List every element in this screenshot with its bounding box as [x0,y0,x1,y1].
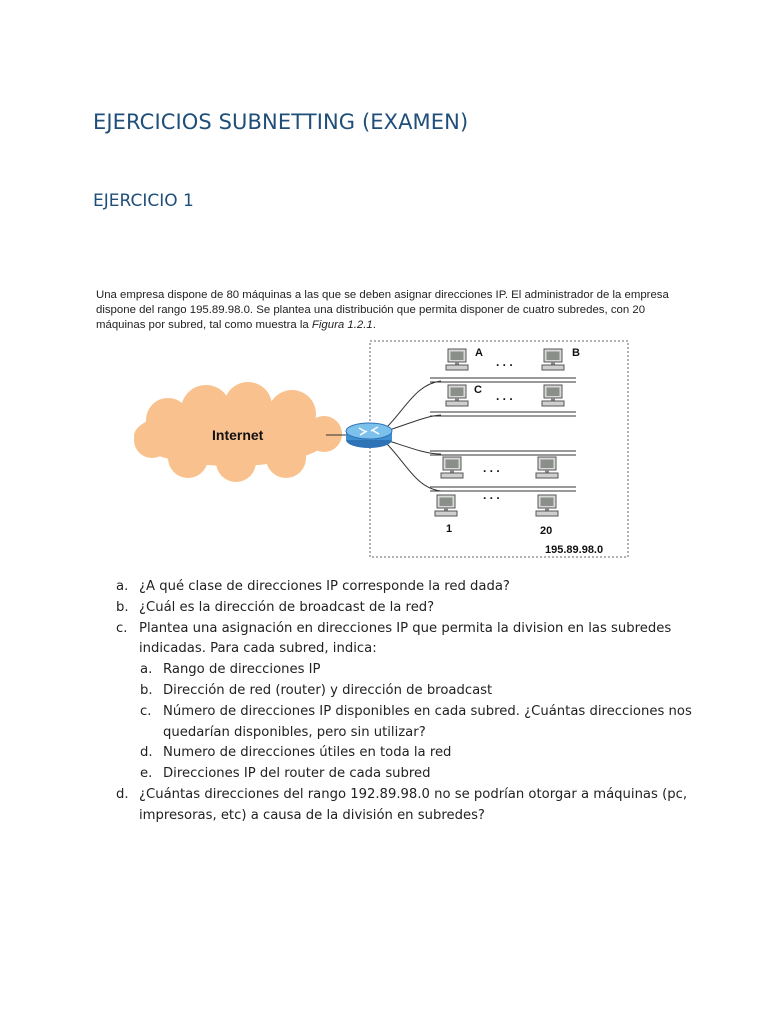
network-address-label: 195.89.98.0 [545,544,604,556]
ellipsis: . . . [496,355,513,369]
router-links [386,381,441,491]
question-marker: b. [116,599,129,615]
question-item [116,577,706,598]
sub-question-marker: c. [140,703,152,719]
ellipsis: . . . [496,389,513,403]
host-label-b: B [572,347,580,359]
sub-question-item [140,702,706,744]
network-boundary [370,341,628,557]
host-label-first: 1 [446,523,453,535]
sub-question-list [140,660,706,785]
host-label-a: A [475,347,483,359]
host-label-c: C [474,384,482,396]
host-label-last: 20 [540,525,553,537]
question-marker: c. [116,620,128,636]
question-item [116,785,706,827]
question-text: ¿A qué clase de direcciones IP corresponde la red dada? [139,579,510,594]
question-marker: d. [116,786,129,802]
question-marker: a. [116,579,129,594]
page-title: EJERCICIOS SUBNETTING (EXAMEN) [93,110,469,134]
sub-question-item [140,764,706,785]
sub-question-item [140,743,706,764]
ellipsis: . . . [483,488,500,502]
question-item [116,598,706,619]
figure-reference: Figura 1.2.1 [311,319,373,331]
network-diagram [96,288,676,560]
sub-question-text: Rango de direcciones IP [163,662,321,678]
statement-end: . [372,319,376,331]
question-text: Plantea una asignación en direcciones IP que permita la division en las subredes indicadas. Para cada subred, indica: [139,620,672,657]
statement-text: Una empresa dispone de 80 máquinas a las que se deben asignar direcciones IP. El administrador de la empresa dispone del rango 195.89.98.0. Se plantea una distribución que permita disponer de cuatro subredes, con 20 máquinas por subred, tal como muestra la [96,289,669,331]
section-title: EJERCICIO 1 [93,191,194,211]
exercise-figure [96,288,676,560]
sub-question-text: Número de direcciones IP disponibles en cada subred. ¿Cuántas direcciones nos quedarían disponibles, pero sin utilizar? [163,703,692,740]
sub-question-marker: d. [140,745,153,761]
internet-label: Internet [212,427,264,443]
ellipsis: . . . [483,461,500,475]
question-list [116,577,706,827]
question-text: ¿Cuál es la dirección de broadcast de la red? [139,599,435,615]
question-item [116,619,706,661]
sub-question-text: Dirección de red (router) y dirección de broadcast [163,682,493,698]
sub-question-marker: e. [140,766,153,782]
router-icon [346,423,392,448]
question-text: ¿Cuántas direcciones del rango 192.89.98.0 no se podrían otorgar a máquinas (pc, impresoras, etc) a causa de la división en subredes? [139,786,688,823]
internet-cloud [134,382,342,482]
sub-question-text: Numero de direcciones útiles en toda la red [163,745,452,761]
sub-question-marker: b. [140,682,153,698]
sub-question-text: Direcciones IP del router de cada subred [163,766,431,782]
sub-question-item [140,681,706,702]
sub-question-item [140,660,706,681]
sub-question-marker: a. [140,662,153,678]
